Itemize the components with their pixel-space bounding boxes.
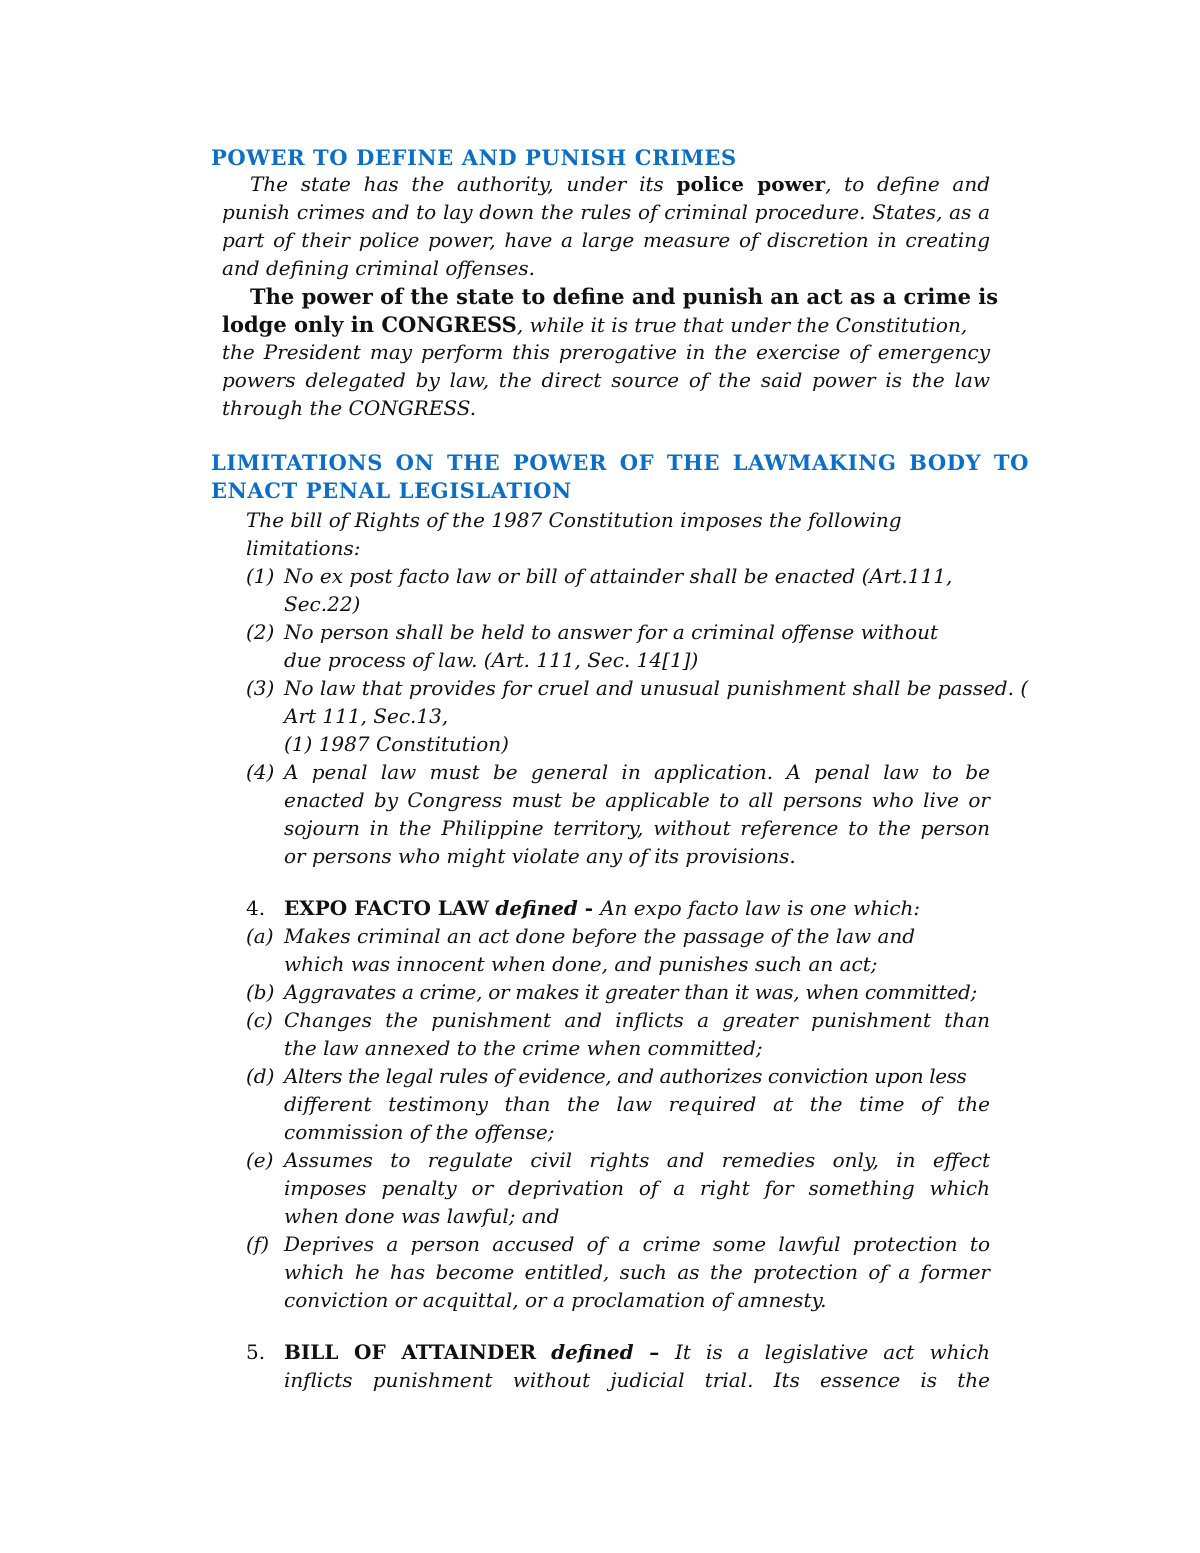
list-item-line: commission of the offense; [284,1120,555,1144]
paragraph-line: lodge only in CONGRESS, while it is true that under the Constitution, [222,312,968,337]
list-item-number: (c) [246,1008,273,1032]
list-item-line: No ex post facto law or bill of attainder shall be enacted (Art.111, [284,564,953,588]
paragraph-line: The state has the authority, under its police power, to define and [250,172,991,196]
list-item-line: No law that provides for cruel and unusual punishment shall be passed. ( [284,676,1029,700]
paragraph-line: punish crimes and to lay down the rules of criminal procedure. States, as a [222,200,990,224]
list-item-line: Assumes to regulate civil rights and remedies only, in effect [284,1148,990,1172]
list-item-line: which he has become entitled, such as the protection of a former [284,1260,990,1284]
paragraph-line: and defining criminal offenses. [222,256,535,280]
paragraph-line: inflicts punishment without judicial trial. Its essence is the [284,1368,990,1392]
section-heading-limitations-cont: ENACT PENAL LEGISLATION [211,478,572,503]
list-item-line: Aggravates a crime, or makes it greater than it was, when committed; [284,980,977,1004]
intro-line: limitations: [246,536,361,560]
section-heading-power: POWER TO DEFINE AND PUNISH CRIMES [211,145,737,170]
list-item-line: Makes criminal an act done before the passage of the law and [284,924,916,948]
list-item-line: imposes penalty or deprivation of a right for something which [284,1176,990,1200]
section-heading-limitations: LIMITATIONS ON THE POWER OF THE LAWMAKING BODY TO [211,450,1029,475]
list-item-line: due process of law. (Art. 111, Sec. 14[1]) [284,648,699,672]
numbered-heading-number: 5. [246,1340,266,1364]
list-item-line: Alters the legal rules of evidence, and authorizes conviction upon less [284,1064,967,1088]
list-item-number: (a) [246,924,274,948]
list-item-line: when done was lawful; and [284,1204,560,1228]
list-item-number: (4) [246,760,275,784]
list-item-line: enacted by Congress must be applicable to all persons who live or [284,788,990,812]
list-item-number: (b) [246,980,275,1004]
list-item-number: (2) [246,620,275,644]
list-item-line: different testimony than the law required at the time of the [284,1092,990,1116]
list-item-line: or persons who might violate any of its provisions. [284,844,796,868]
list-item-line: which was innocent when done, and punishes such an act; [284,952,878,976]
paragraph-line: part of their police power, have a large measure of discretion in creating [222,228,990,252]
paragraph-line: the President may perform this prerogative in the exercise of emergency [222,340,990,364]
paragraph-line-bold: The power of the state to define and punish an act as a crime is [250,284,999,309]
list-item-line: the law annexed to the crime when committed; [284,1036,763,1060]
list-item-number: (3) [246,676,275,700]
list-item-number: (f) [246,1232,270,1256]
numbered-heading-number: 4. [246,896,266,920]
list-item-line: Changes the punishment and inflicts a greater punishment than [284,1008,990,1032]
list-item-line: No person shall be held to answer for a criminal offense without [284,620,939,644]
list-item-number: (d) [246,1064,275,1088]
list-item-line: Art 111, Sec.13, [284,704,449,728]
list-item-number: (1) [246,564,275,588]
list-item-number: (e) [246,1148,274,1172]
list-item-line: Sec.22) [284,592,361,616]
list-item-line: conviction or acquittal, or a proclamation of amnesty. [284,1288,827,1312]
paragraph-line: powers delegated by law, the direct source of the said power is the law [222,368,990,392]
list-item-line: sojourn in the Philippine territory, without reference to the person [284,816,990,840]
intro-line: The bill of Rights of the 1987 Constitution imposes the following [246,508,902,532]
list-item-line: Deprives a person accused of a crime some lawful protection to [284,1232,990,1256]
paragraph-line: through the CONGRESS. [222,396,477,420]
list-item-line: (1) 1987 Constitution) [284,732,509,756]
numbered-heading: EXPO FACTO LAW defined - An expo facto law is one which: [284,896,921,920]
list-item-line: A penal law must be general in application. A penal law to be [284,760,990,784]
numbered-heading: BILL OF ATTAINDER defined – It is a legislative act which [284,1340,990,1364]
